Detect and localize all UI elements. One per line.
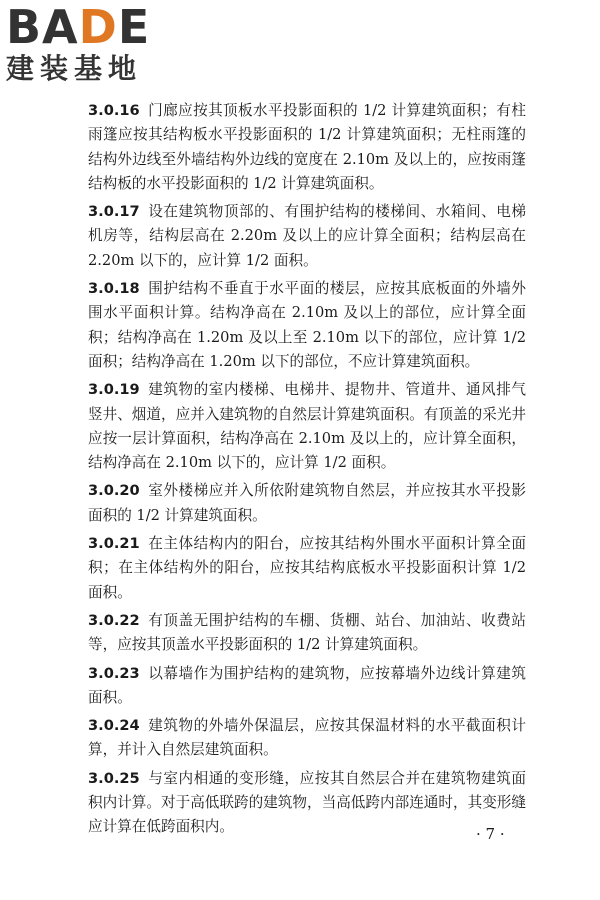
document-body	[88, 99, 526, 844]
clause-paragraph	[88, 609, 526, 658]
brand-logo	[6, 2, 186, 94]
clause-text: 建筑物的室内楼梯、电梯井、提物井、管道井、通风排气竖井、烟道，应并入建筑物的自然层计算建筑面积。有顶盖的采光井应按一层计算面积，结构净高在 2.10m 及以上的，应计算全面积，结构净高在 2.10m 以下的，应计算 1/2 面积。	[88, 381, 526, 472]
clause-number: 3.0.24	[88, 717, 140, 735]
clause-paragraph	[88, 532, 526, 605]
clause-paragraph	[88, 767, 526, 840]
clause-paragraph	[88, 277, 526, 374]
clause-number: 3.0.19	[88, 381, 140, 399]
clause-number: 3.0.25	[88, 769, 140, 787]
clause-number: 3.0.16	[88, 102, 140, 119]
clause-text: 设在建筑物顶部的、有围护结构的楼梯间、水箱间、电梯机房等，结构层高在 2.20m 及以上的应计算全面积；结构层高在 2.20m 以下的，应计算 1/2 面积。	[88, 203, 526, 269]
clause-paragraph	[88, 378, 526, 475]
clause-paragraph	[88, 200, 526, 273]
clause-text: 有顶盖无围护结构的车棚、货棚、站台、加油站、收费站等，应按其顶盖水平投影面积的 1/2 计算建筑面积。	[88, 611, 526, 654]
clause-text: 围护结构不垂直于水平面的楼层，应按其底板面的外墙外围水平面积计算。结构净高在 2.10m 及以上的部位，应计算全面积；结构净高在 1.20m 及以上至 2.10m 以下的部位，应计算 1/2 面积；结构净高在 1.20m 以下的部位，不应计算建筑面积。	[88, 280, 526, 370]
clause-number: 3.0.18	[88, 280, 140, 298]
clause-number: 3.0.23	[88, 664, 140, 682]
logo-chinese: 建装基地	[6, 52, 143, 85]
clause-text: 建筑物的外墙外保温层，应按其保温材料的水平截面积计算，并计入自然层建筑面积。	[88, 717, 526, 759]
clause-text: 与室内相通的变形缝，应按其自然层合并在建筑物建筑面积内计算。对于高低联跨的建筑物，当高低跨内部连通时，其变形缝应计算在低跨面积内。	[88, 769, 526, 836]
clause-text: 以幕墙作为围护结构的建筑物，应按幕墙外边线计算建筑面积。	[88, 664, 526, 706]
clause-number: 3.0.22	[88, 611, 140, 629]
clause-text: 在主体结构内的阳台，应按其结构外围水平面积计算全面积；在主体结构外的阳台，应按其结构底板水平投影面积计算 1/2 面积。	[88, 535, 526, 601]
clause-paragraph	[88, 99, 526, 196]
clause-text: 室外楼梯应并入所依附建筑物自然层，并应按其水平投影面积的 1/2 计算建筑面积。	[88, 482, 526, 524]
clause-paragraph	[88, 662, 526, 711]
clause-number: 3.0.17	[88, 203, 140, 221]
clause-number: 3.0.20	[88, 482, 140, 500]
clause-paragraph	[88, 479, 526, 528]
page-number: · 7 ·	[476, 825, 505, 843]
logo-wordmark: BADE	[6, 0, 151, 54]
clause-text: 门廊应按其顶板水平投影面积的 1/2 计算建筑面积；有柱雨篷应按其结构板水平投影面积的 1/2 计算建筑面积；无柱雨篷的结构外边线至外墙结构外边线的宽度在 2.10m 及以上的，应按雨篷结构板的水平投影面积的 1/2 计算建筑面积。	[88, 102, 526, 192]
clause-number: 3.0.21	[88, 535, 140, 553]
clause-paragraph	[88, 714, 526, 763]
